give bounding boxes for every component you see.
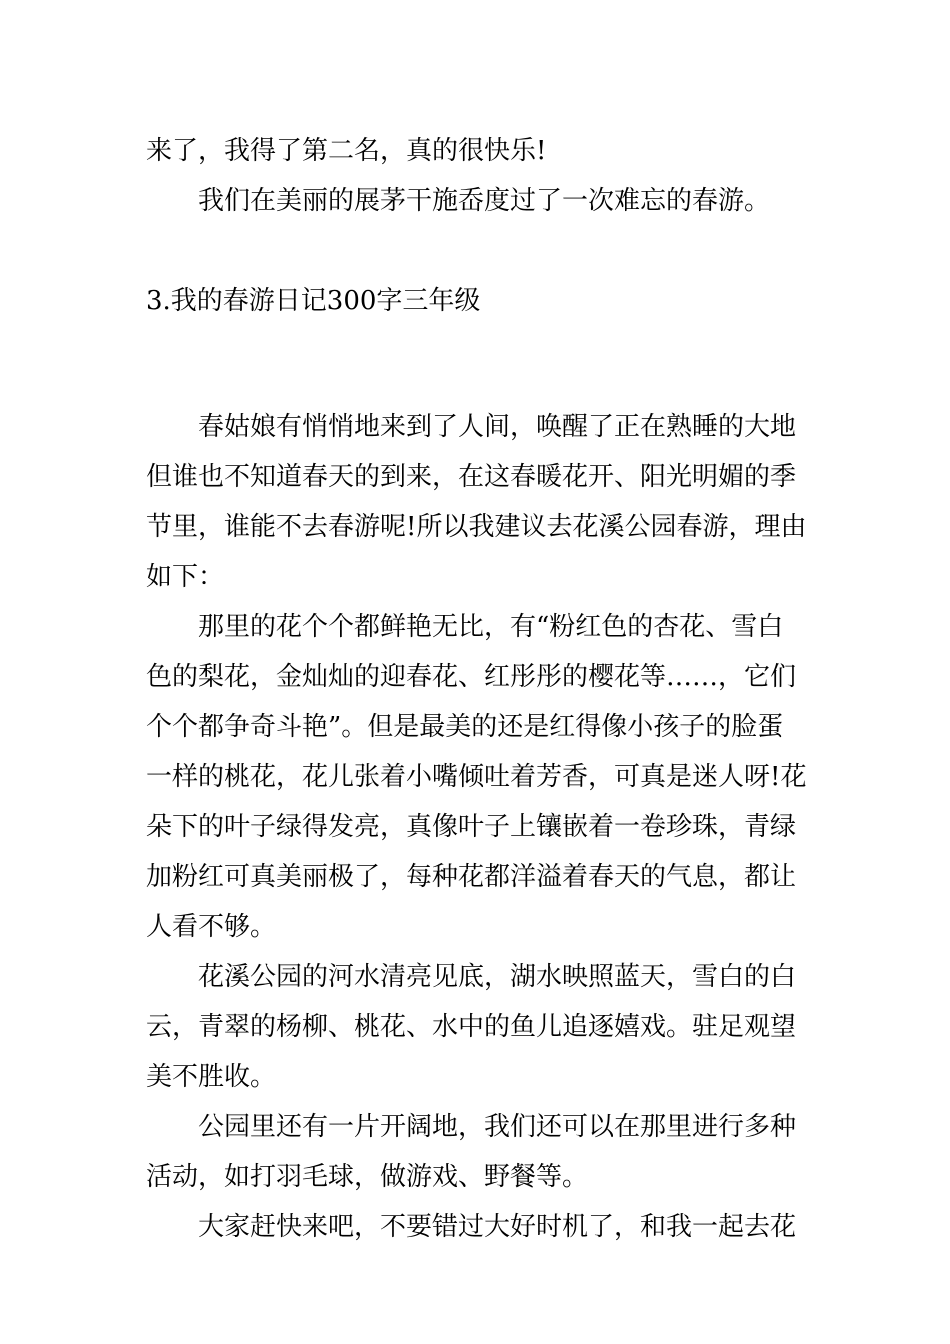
text-line: 来了，我得了第二名，真的很快乐! [146, 136, 547, 166]
text-line: 我们在美丽的展茅干施岙度过了一次难忘的春游。 [198, 186, 771, 216]
text-line: 活动，如打羽毛球，做游戏、野餐等。 [146, 1162, 589, 1192]
text-line: 春姑娘有悄悄地来到了人间，唤醒了正在熟睡的大地 [198, 412, 797, 442]
spacer [146, 226, 808, 276]
section-heading: 3.我的春游日记300字三年级 [146, 286, 481, 316]
text-line: 如下： [146, 562, 225, 592]
text-line: 人看不够。 [146, 912, 277, 942]
text-line: 但谁也不知道春天的到来，在这春暖花开、阳光明媚的季 [146, 462, 797, 492]
text-line: 花溪公园的河水清亮见底，湖水映照蓝天，雪白的白 [198, 962, 797, 992]
text-line: 大家赶快来吧，不要错过大好时机了，和我一起去花 [198, 1212, 797, 1242]
text-line: 个个都争奇斗艳”。但是最美的还是红得像小孩子的脸蛋 [146, 712, 784, 742]
text-line: 朵下的叶子绿得发亮，真像叶子上镶嵌着一卷珍珠，青绿 [146, 812, 797, 842]
text-line: 一样的桃花，花儿张着小嘴倾吐着芳香，可真是迷人呀!花 [146, 762, 807, 792]
text-line: 节里，谁能不去春游呢!所以我建议去花溪公园春游，理由 [146, 512, 807, 542]
text-line: 公园里还有一片开阔地，我们还可以在那里进行多种 [198, 1112, 797, 1142]
text-line: 加粉红可真美丽极了，每种花都洋溢着春天的气息，都让 [146, 862, 797, 892]
text-line: 云，青翠的杨柳、桃花、水中的鱼儿追逐嬉戏。驻足观望 [146, 1012, 797, 1042]
text-line: 美不胜收。 [146, 1062, 277, 1092]
document-body [146, 126, 808, 1252]
text-line: 那里的花个个都鲜艳无比，有“粉红色的杏花、雪白 [198, 612, 784, 642]
text-line: 色的梨花，金灿灿的迎春花、红彤彤的樱花等……，它们 [146, 662, 797, 692]
spacer [146, 326, 808, 402]
